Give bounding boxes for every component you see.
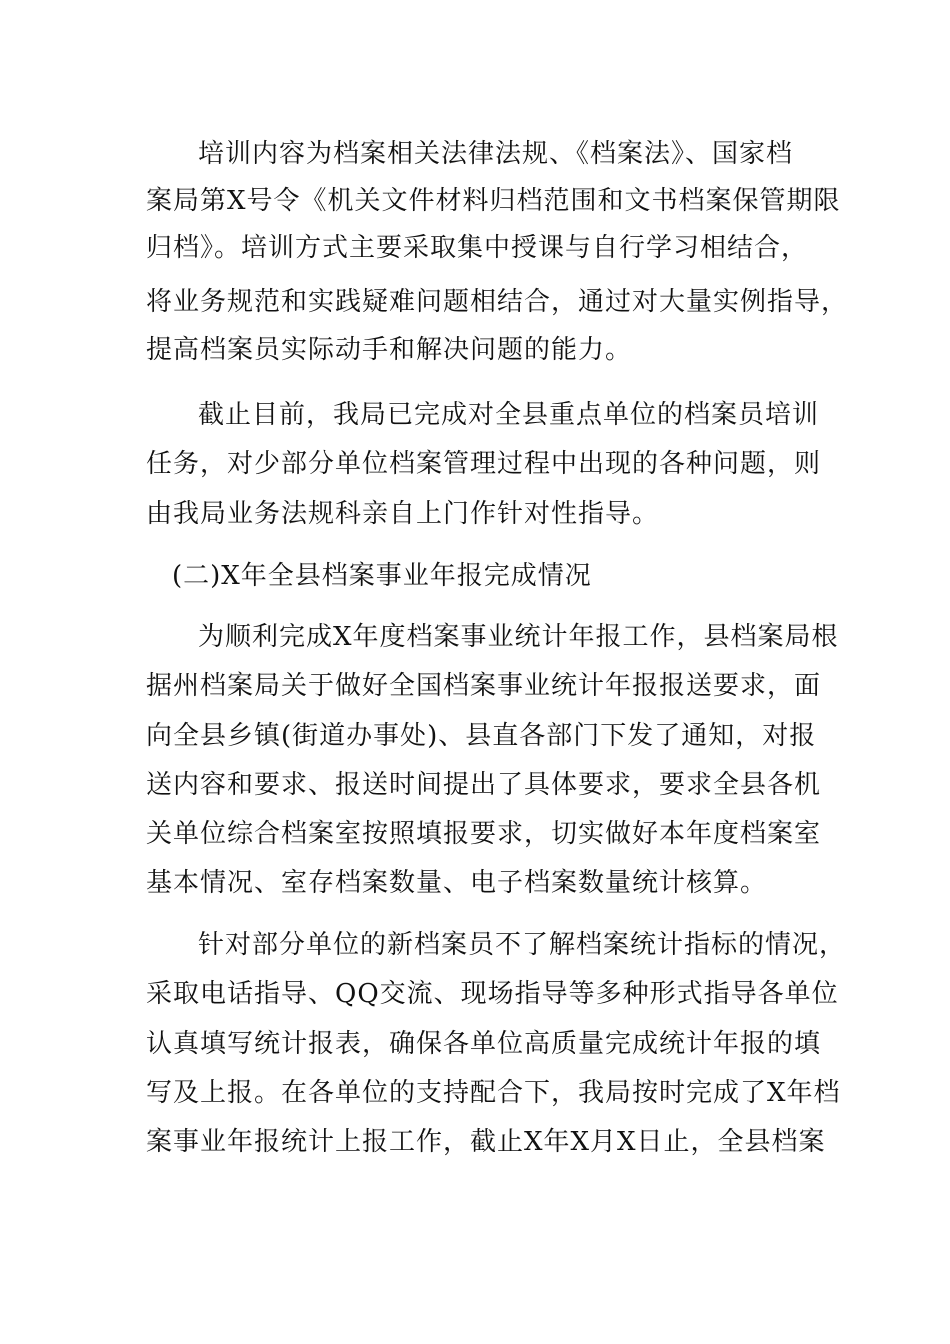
paragraph-4-line-2: 采取电话指导、QQ交流、现场指导等多种形式指导各单位 xyxy=(146,979,839,1009)
paragraph-3-line-6: 基本情况、室存档案数量、电子档案数量统计核算。 xyxy=(146,868,768,898)
paragraph-1-line-2: 案局第X号令《机关文件材料归档范围和文书档案保管期限 xyxy=(146,186,841,216)
paragraph-4-line-4: 写及上报。在各单位的支持配合下，我局按时完成了X年档 xyxy=(146,1078,841,1108)
paragraph-4-line-5: 案事业年报统计上报工作，截止X年X月X日止，全县档案 xyxy=(146,1127,826,1157)
section-heading: (二)X年全县档案事业年报完成情况 xyxy=(172,561,592,591)
paragraph-4-line-1: 针对部分单位的新档案员不了解档案统计指标的情况， xyxy=(198,930,847,960)
paragraph-1-line-1: 培训内容为档案相关法律法规、《档案法》、国家档 xyxy=(198,139,794,169)
paragraph-2-line-3: 由我局业务法规科亲自上门作针对性指导。 xyxy=(146,499,660,529)
paragraph-4-line-3: 认真填写统计报表，确保各单位高质量完成统计年报的填 xyxy=(146,1029,822,1059)
paragraph-3-line-3: 向全县乡镇(街道办事处)、县直各部门下发了通知，对报 xyxy=(146,721,817,751)
paragraph-1-line-3: 归档》。培训方式主要采取集中授课与自行学习相结合， xyxy=(146,233,809,263)
paragraph-3-line-2: 据州档案局关于做好全国档案事业统计年报报送要求，面 xyxy=(146,671,822,701)
paragraph-1-line-5: 提高档案员实际动手和解决问题的能力。 xyxy=(146,335,633,365)
paragraph-3-line-5: 关单位综合档案室按照填报要求，切实做好本年度档案室 xyxy=(146,819,822,849)
paragraph-1-line-4: 将业务规范和实践疑难问题相结合，通过对大量实例指导， xyxy=(146,287,849,317)
paragraph-3-line-1: 为顺利完成X年度档案事业统计年报工作，县档案局根 xyxy=(198,622,839,652)
paragraph-2-line-2: 任务，对少部分单位档案管理过程中出现的各种问题，则 xyxy=(146,449,822,479)
paragraph-3-line-4: 送内容和要求、报送时间提出了具体要求，要求全县各机 xyxy=(146,770,822,800)
paragraph-2-line-1: 截止目前，我局已完成对全县重点单位的档案员培训 xyxy=(198,400,820,430)
